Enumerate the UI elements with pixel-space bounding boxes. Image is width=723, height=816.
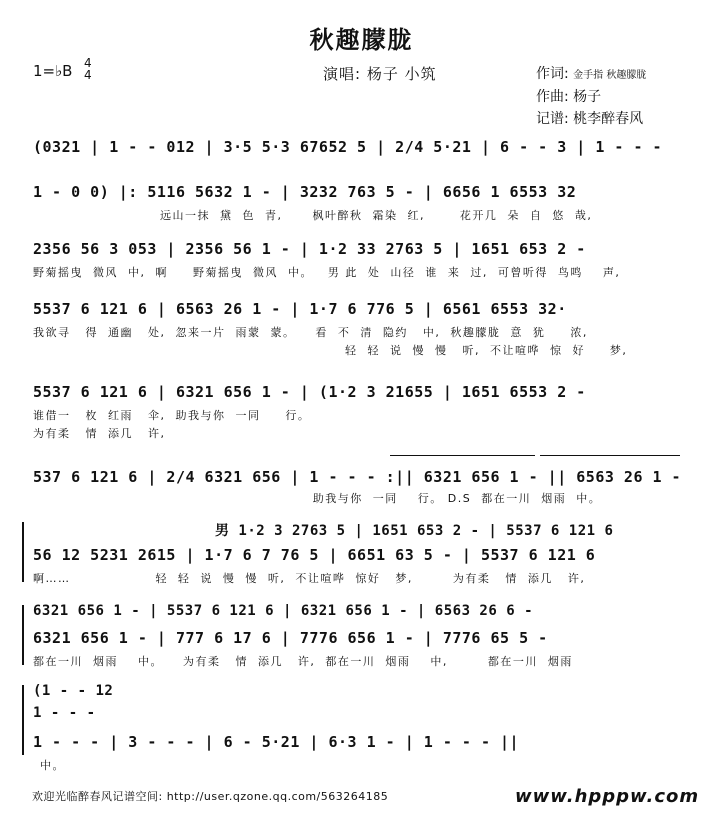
time-signature	[84, 57, 92, 81]
singers: 演唱: 杨子 小筑	[323, 65, 437, 83]
system-brace-8	[22, 605, 24, 665]
transcriber: 记谱: 桃李醉春风	[536, 111, 644, 127]
lyrics-row-4-verse-2: 轻 轻 说 慢 慢 听, 不让喧哗 惊 好 梦,	[345, 344, 628, 357]
notes-row-8-upper: 6321 656 1 - | 5537 6 121 6 | 6321 656 1 - | 6563 26 6 -	[33, 603, 534, 619]
notes-row-7-upper: 男 1·2 3 2763 5 | 1651 653 2 - | 5537 6 121 6	[215, 523, 614, 539]
notes-row-3: 2356 56 3 053 | 2356 56 1 - | 1·2 33 2763 5 | 1651 653 2 -	[33, 240, 586, 258]
lyrics-row-8: 都在一川 烟雨 中。 为有柔 情 添几 许, 都在一川 烟雨 中, 都在一川 烟雨	[33, 655, 573, 668]
notes-row-6: 537 6 121 6 | 2/4 6321 656 | 1 - - - :|| 6321 656 1 - || 6563 26 1 -	[33, 468, 682, 486]
notes-row-9: 1 - - - | 3 - - - | 6 - 5·21 | 6·3 1 - | 1 - - - ||	[33, 733, 520, 751]
lyrics-row-3: 野菊摇曳 微风 中, 啊 野菊摇曳 微风 中。 男 此 处 山径 谁 来 过, 可曾听得 鸟鸣 声,	[33, 266, 621, 279]
system-brace-9	[22, 685, 24, 755]
notes-row-8: 6321 656 1 - | 777 6 17 6 | 7776 656 1 - | 7776 65 5 -	[33, 629, 548, 647]
volta-2-line	[540, 455, 680, 456]
notes-row-2: 1 - 0 0) |: 5116 5632 1 - | 3232 763 5 - | 6656 1 6553 32	[33, 183, 577, 201]
lyrics-row-5-verse-2: 为有柔 情 添几 许,	[33, 427, 166, 440]
lyrics-row-2: 远山一抹 黛 色 青, 枫叶醉秋 霜染 红, 花开几 朵 自 悠 哉,	[160, 209, 593, 222]
lyrics-row-5: 谁借一 枚 红雨 伞, 助我与你 一同 行。	[33, 409, 311, 422]
site-watermark: www.hpppw.com	[515, 786, 700, 807]
lyrics-row-7: 啊…… 轻 轻 说 慢 慢 听, 不让喧哗 惊好 梦, 为有柔 情 添几 许,	[33, 572, 586, 585]
composer: 作曲: 杨子	[536, 89, 602, 105]
meter-bottom: 4	[84, 68, 92, 82]
lyricist: 金手指 秋趣朦胧	[573, 70, 647, 81]
notes-row-9-upper: (1 - - 12	[33, 683, 114, 699]
notes-row-9-mid: 1 - - -	[33, 705, 96, 721]
song-title: 秋趣朦胧	[309, 26, 414, 54]
lyricist-label: 作词:	[536, 66, 569, 82]
notes-row-1: (0321 | 1 - - 012 | 3·5 5·3 67652 5 | 2/4 5·21 | 6 - - 3 | 1 - - -	[33, 138, 663, 156]
system-brace-7	[22, 522, 24, 582]
lyrics-row-4: 我欲寻 得 通幽 处, 忽来一片 雨蒙 蒙。 看 不 清 隐约 中, 秋趣朦胧 意 犹 浓,	[33, 326, 588, 339]
volta-1-line	[390, 455, 535, 456]
notes-row-5: 5537 6 121 6 | 6321 656 1 - | (1·2 3 21655 | 1651 6553 2 -	[33, 383, 586, 401]
notes-row-4: 5537 6 121 6 | 6563 26 1 - | 1·7 6 776 5 | 6561 6553 32·	[33, 300, 567, 318]
lyrics-row-9: 中。	[40, 759, 65, 772]
key-signature: 1=♭B	[33, 62, 73, 80]
notes-row-7: 56 12 5231 2615 | 1·7 6 7 76 5 | 6651 63 5 - | 5537 6 121 6	[33, 546, 596, 564]
footer-text: 欢迎光临醉春风记谱空间: http://user.qzone.qq.com/563264185	[32, 790, 389, 803]
lyricist-line	[536, 63, 646, 83]
meter-top: 4	[84, 56, 92, 70]
lyrics-row-6: 助我与你 一同 行。 D.S 都在一川 烟雨 中。	[33, 492, 602, 505]
